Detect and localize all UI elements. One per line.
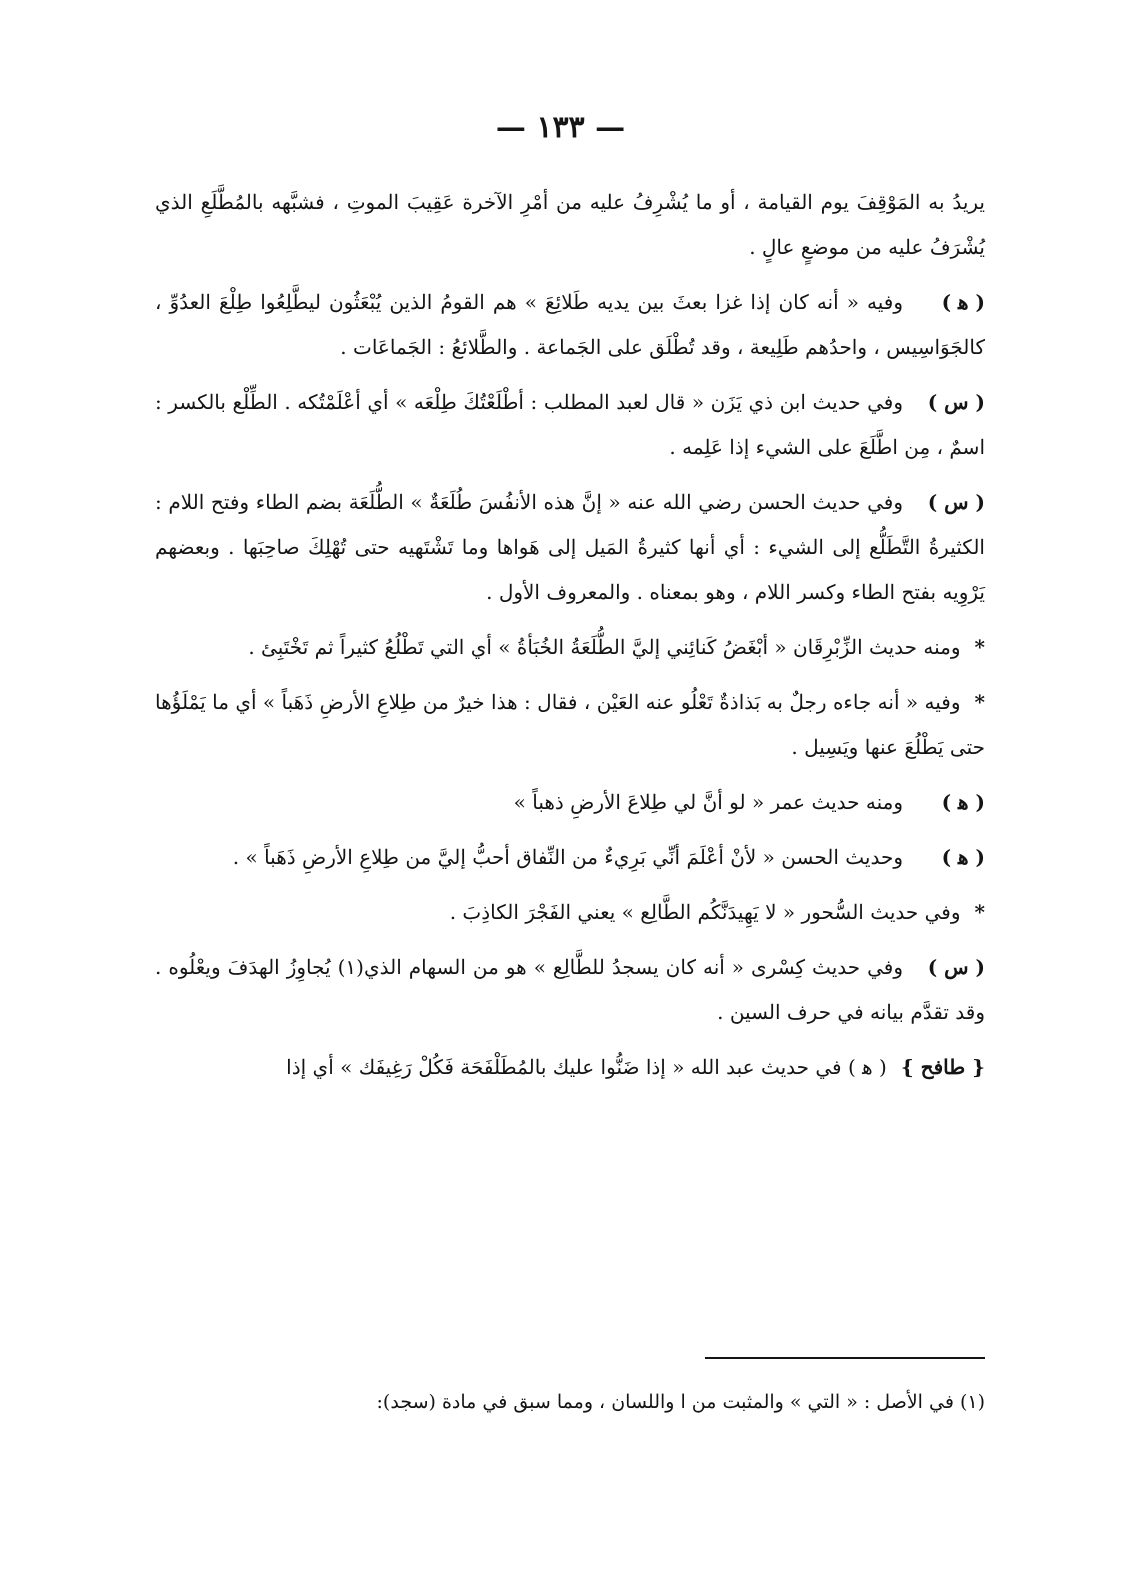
paragraph-text: وحديث الحسن « لأنْ أعْلَمَ أنِّي بَرِيءٌ من النِّفاق أحبُّ إليَّ من طِلاعِ الأرضِ ذَهَباً » . xyxy=(232,845,903,869)
paragraph-text: وفي حديث ابن ذي يَزَن « قال لعبد المطلب : أطْلَعْتُكَ طِلْعَه » أي أعْلَمْتُكه . الطِّلْع بالكسر : اسمٌ ، مِن اطَّلَعَ على الشيء إذا عَلِمه . xyxy=(155,390,985,459)
page-body xyxy=(155,180,985,1090)
footnote-divider xyxy=(705,1357,985,1359)
paragraph-text: ومنه حديث الزِّبْرِقَان « أبْغَضُ كَنائِني إليَّ الطُّلَعَةُ الخُبَأةُ » أي التي تَطْلُعُ كثيراً ثم تَخْتَبِئ . xyxy=(248,635,961,659)
paragraph-text: يريدُ به المَوْقِفَ يوم القيامة ، أو ما يُشْرِفُ عليه من أمْرِ الآخرة عَقِيبَ الموتِ ، فشبَّهه بالمُطَّلَعِ الذي يُشْرَفُ عليه من موضعٍ عالٍ . xyxy=(155,190,985,259)
paragraph xyxy=(155,480,985,615)
paragraph xyxy=(155,1045,985,1090)
paragraph-text: ( ﻫ ) في حديث عبد الله « إذا ضَنُّوا عليك بالمُطَلْفَحَة فَكُلْ رَغِيفَك » أي إذا xyxy=(286,1055,887,1079)
asterisk-marker: * xyxy=(974,690,985,714)
asterisk-marker: * xyxy=(974,635,985,659)
paragraph xyxy=(155,945,985,1035)
paragraph-text: ومنه حديث عمر « لو أنَّ لي طِلاعَ الأرضِ ذهباً » xyxy=(513,790,903,814)
paragraph-text: وفي حديث الحسن رضي الله عنه « إنَّ هذه الأنفُسَ طُلَعَةٌ » الطُّلَعَة بضم الطاء وفتح اللام : الكثيرةُ التَّطَلُّع إلى الشيء : أي أنها كثيرةُ المَيل إلى هَواها وما تَشْتَهيه حتى تُهْلِكَ صاحِبَها . وبعضهم يَرْوِيه بفتح الطاء وكسر اللام ، وهو بمعناه . والمعروف الأول . xyxy=(155,490,985,604)
source-tag: ( س ) xyxy=(927,490,985,514)
entry-heading: { طافح } xyxy=(900,1055,985,1079)
paragraph xyxy=(155,680,985,770)
paragraph xyxy=(155,380,985,470)
paragraph xyxy=(155,280,985,370)
paragraph-text: وفي حديث السُّحور « لا يَهِيدَنَّكُم الطَّالِع » يعني الفَجْرَ الكاذِبَ . xyxy=(449,900,961,924)
paragraph-text: وفيه « أنه كان إذا غزا بعثَ بين يديه طَلائِعَ » هم القومُ الذين يُبْعَثُون ليطَّلِعُوا طِلْعَ العدُوِّ ، كالجَوَاسِيس ، واحدُهم طَلِيعة ، وقد تُطْلَق على الجَماعة . والطَّلائعُ : الجَماعَات . xyxy=(155,290,985,359)
asterisk-marker: * xyxy=(974,900,985,924)
paragraph-text: وفيه « أنه جاءه رجلٌ به بَذاذةٌ تَعْلُو عنه العَيْن ، فقال : هذا خيرٌ من طِلاعِ الأرضِ ذَهَباً » أي ما يَمْلَؤُها حتى يَطْلُعَ عنها ويَسِيل . xyxy=(155,690,985,759)
source-tag: ( س ) xyxy=(927,955,985,979)
source-tag: ( س ) xyxy=(927,390,985,414)
footnote: (١) في الأصل : « التي » والمثبت من ا واللسان ، ومما سبق في مادة (سجد): xyxy=(376,1391,985,1413)
page-number: — ١٣٣ — xyxy=(495,110,626,145)
paragraph-text: وفي حديث كِسْرى « أنه كان يسجدُ للطَّالِع » هو من السهام الذي(١) يُجاوِزُ الهدَفَ ويعْلُوه . وقد تقدَّم بيانه في حرف السين . xyxy=(155,955,985,1024)
paragraph xyxy=(155,780,985,825)
paragraph xyxy=(155,180,985,270)
paragraph xyxy=(155,835,985,880)
paragraph xyxy=(155,890,985,935)
source-tag: ( ﻫ ) xyxy=(941,790,985,814)
source-tag: ( ﻫ ) xyxy=(941,845,985,869)
source-tag: ( ﻫ ) xyxy=(941,290,985,314)
paragraph xyxy=(155,625,985,670)
